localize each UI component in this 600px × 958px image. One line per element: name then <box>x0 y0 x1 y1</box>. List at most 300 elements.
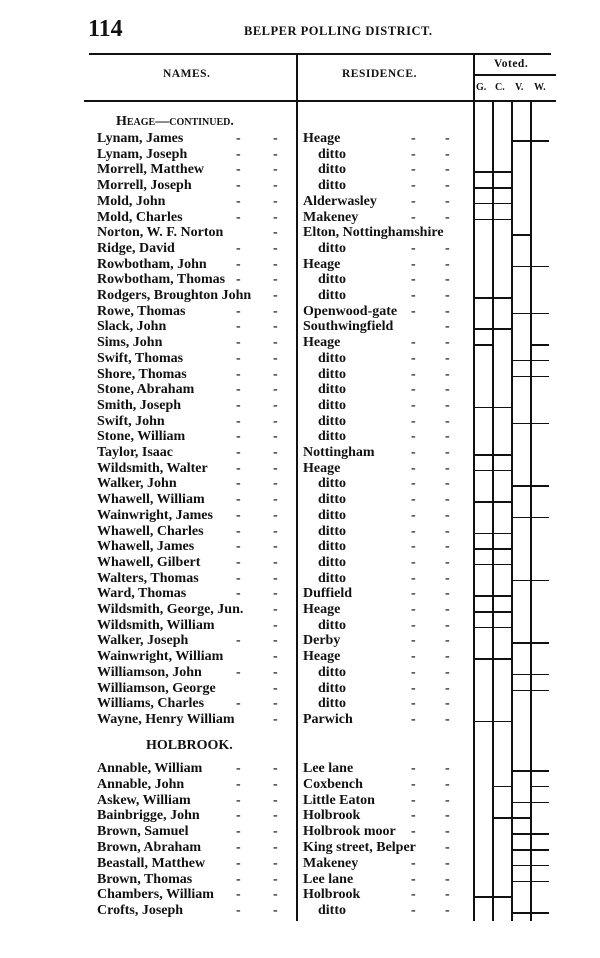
leader-dash: - <box>273 808 278 824</box>
voter-name: Williams, Charles <box>97 696 205 712</box>
vote-mark-w <box>532 642 549 644</box>
leader-dash: - <box>273 570 278 586</box>
leader-dash: - <box>273 397 278 413</box>
voter-residence: ditto <box>318 492 346 508</box>
voter-name: Wildsmith, George, Jun. <box>97 602 244 617</box>
leader-dash: - <box>445 633 450 649</box>
vote-mark-c <box>494 297 511 299</box>
vote-mark-g <box>475 627 492 629</box>
leader-dash: - <box>411 193 416 209</box>
vote-mark-v <box>513 642 530 644</box>
leader-dash: - <box>411 460 416 476</box>
vote-mark-v <box>513 580 530 582</box>
vote-mark-c <box>494 187 511 189</box>
leader-dash: - <box>445 319 450 335</box>
leader-dash: - <box>236 319 241 335</box>
vote-mark-c <box>494 407 511 409</box>
vote-mark-c <box>494 203 511 205</box>
leader-dash: - <box>236 193 241 209</box>
table-row <box>0 602 600 618</box>
table-row <box>0 492 600 508</box>
vote-mark-w <box>532 485 549 487</box>
leader-dash: - <box>273 256 278 272</box>
leader-dash: - <box>445 680 450 696</box>
vote-mark-c <box>494 470 511 472</box>
leader-dash: - <box>445 507 450 523</box>
voter-residence: ditto <box>318 539 346 555</box>
leader-dash: - <box>273 429 278 445</box>
voter-name: Stone, Abraham <box>97 382 195 398</box>
leader-dash: - <box>236 887 241 903</box>
leader-dash: - <box>236 523 241 539</box>
voter-name: Rowbotham, John <box>97 256 207 272</box>
table-row <box>0 824 600 840</box>
leader-dash: - <box>411 539 416 555</box>
vote-mark-c <box>494 896 511 898</box>
vote-mark-v <box>513 865 530 867</box>
leader-dash: - <box>236 397 241 413</box>
vote-mark-g <box>475 470 492 472</box>
table-row <box>0 131 600 147</box>
voter-residence: ditto <box>318 696 346 712</box>
leader-dash: - <box>411 209 416 225</box>
leader-dash: - <box>411 303 416 319</box>
table-row <box>0 288 600 304</box>
leader-dash: - <box>445 131 450 146</box>
table-row <box>0 147 600 163</box>
voter-name: Wainwright, William <box>97 649 224 665</box>
voter-name: Ward, Thomas <box>97 586 187 602</box>
leader-dash: - <box>273 871 278 887</box>
voter-residence: Holbrook <box>303 808 361 824</box>
leader-dash: - <box>411 492 416 508</box>
voter-residence: Heage <box>303 131 341 146</box>
leader-dash: - <box>411 178 416 194</box>
vote-mark-g <box>475 533 492 535</box>
leader-dash: - <box>411 397 416 413</box>
leader-dash: - <box>273 335 278 351</box>
vote-mark-g <box>475 454 492 456</box>
leader-dash: - <box>445 209 450 225</box>
leader-dash: - <box>273 240 278 256</box>
table-row <box>0 856 600 872</box>
leader-dash: - <box>236 445 241 460</box>
table-row <box>0 808 600 824</box>
leader-dash: - <box>273 711 278 727</box>
vote-mark-c <box>494 454 511 456</box>
leader-dash: - <box>236 664 241 680</box>
leader-dash: - <box>445 445 450 460</box>
vote-mark-c <box>494 564 511 566</box>
leader-dash: - <box>411 382 416 398</box>
voter-name: Bainbrigge, John <box>97 808 200 824</box>
voter-name: Annable, John <box>97 776 185 792</box>
vote-mark-v <box>513 376 530 378</box>
leader-dash: - <box>445 178 450 194</box>
leader-dash: - <box>236 696 241 712</box>
leader-dash: - <box>273 492 278 508</box>
table-row <box>0 461 600 477</box>
names-column-header: NAMES. <box>163 68 211 80</box>
vote-mark-v <box>513 833 530 835</box>
leader-dash: - <box>445 903 450 919</box>
table-row <box>0 445 600 461</box>
leader-dash: - <box>411 523 416 539</box>
leader-dash: - <box>411 507 416 523</box>
voter-residence: Derby <box>303 633 341 649</box>
vote-mark-w <box>532 833 549 835</box>
voter-name: Rowbotham, Thomas <box>97 272 226 288</box>
vote-mark-v <box>513 313 530 315</box>
leader-dash: - <box>445 649 450 665</box>
table-row <box>0 241 600 257</box>
voter-name: Mold, Charles <box>97 209 183 225</box>
leader-dash: - <box>445 288 450 303</box>
leader-dash: - <box>273 476 278 492</box>
vote-mark-v <box>513 849 530 851</box>
vote-mark-c <box>494 533 511 535</box>
voter-residence: ditto <box>318 382 346 398</box>
leader-dash: - <box>273 539 278 555</box>
voter-residence: ditto <box>318 507 346 523</box>
table-row <box>0 414 600 430</box>
leader-dash: - <box>445 617 450 633</box>
leader-dash: - <box>236 586 241 602</box>
vote-mark-w <box>532 517 549 519</box>
table-row <box>0 194 600 210</box>
vote-mark-w <box>532 690 549 692</box>
leader-dash: - <box>236 761 241 776</box>
top-rule <box>89 53 551 55</box>
voter-residence: Holbrook moor <box>303 824 396 840</box>
voter-residence: Heage <box>303 256 341 272</box>
voter-residence: Coxbench <box>303 776 363 792</box>
leader-dash: - <box>445 887 450 903</box>
vote-mark-w <box>532 881 549 883</box>
vote-mark-w <box>532 786 549 788</box>
vote-mark-g <box>475 721 492 723</box>
vote-mark-g <box>475 171 492 173</box>
leader-dash: - <box>411 792 416 808</box>
leader-dash: - <box>273 319 278 335</box>
residence-column-header: RESIDENCE. <box>342 68 417 80</box>
voter-name: Whawell, Gilbert <box>97 554 201 570</box>
leader-dash: - <box>445 664 450 680</box>
vote-mark-v <box>513 517 530 519</box>
voter-name: Wayne, Henry William <box>97 711 235 727</box>
leader-dash: - <box>445 162 450 178</box>
table-row <box>0 793 600 809</box>
leader-dash: - <box>411 256 416 272</box>
leader-dash: - <box>273 288 278 303</box>
vote-mark-w <box>532 912 549 914</box>
leader-dash: - <box>273 162 278 178</box>
voter-name: Beastall, Matthew <box>97 855 206 871</box>
leader-dash: - <box>411 413 416 429</box>
leader-dash: - <box>411 887 416 903</box>
vote-mark-g <box>475 595 492 597</box>
leader-dash: - <box>236 366 241 382</box>
vote-mark-w <box>532 140 549 142</box>
leader-dash: - <box>236 178 241 194</box>
table-row <box>0 633 600 649</box>
leader-dash: - <box>445 413 450 429</box>
leader-dash: - <box>445 539 450 555</box>
table-row <box>0 257 600 273</box>
vote-mark-g <box>475 407 492 409</box>
vote-mark-c <box>494 548 511 550</box>
voter-name: Whawell, Charles <box>97 523 204 539</box>
voter-name: Swift, John <box>97 413 165 429</box>
leader-dash: - <box>273 840 278 855</box>
table-row <box>0 618 600 634</box>
voter-residence: Parwich <box>303 711 353 727</box>
vote-mark-v <box>513 912 530 914</box>
voter-name: Walker, Joseph <box>97 633 189 649</box>
vote-mark-g <box>475 896 492 898</box>
leader-dash: - <box>411 131 416 146</box>
voter-name: Williamson, George <box>97 680 216 696</box>
voter-residence: Heage <box>303 335 341 351</box>
voter-residence: Heage <box>303 460 341 476</box>
vote-col-w: W. <box>534 82 546 93</box>
voter-residence: Openwood-gate <box>303 303 398 319</box>
leader-dash: - <box>445 761 450 776</box>
leader-dash: - <box>445 855 450 871</box>
leader-dash: - <box>411 903 416 919</box>
vote-mark-c <box>494 595 511 597</box>
leader-dash: - <box>236 539 241 555</box>
vote-mark-c <box>494 219 511 221</box>
table-row <box>0 367 600 383</box>
leader-dash: - <box>445 808 450 824</box>
voter-name: Chambers, William <box>97 887 214 903</box>
voter-name: Swift, Thomas <box>97 350 184 366</box>
leader-dash: - <box>411 288 416 303</box>
voter-name: Shore, Thomas <box>97 366 187 382</box>
leader-dash: - <box>411 711 416 727</box>
leader-dash: - <box>236 903 241 919</box>
table-row <box>0 382 600 398</box>
voter-residence: ditto <box>318 350 346 366</box>
leader-dash: - <box>273 303 278 319</box>
vote-mark-v <box>513 140 530 142</box>
voter-name: Taylor, Isaac <box>97 445 173 460</box>
leader-dash: - <box>411 680 416 696</box>
leader-dash: - <box>273 633 278 649</box>
leader-dash: - <box>236 476 241 492</box>
leader-dash: - <box>273 272 278 288</box>
voter-name: Sims, John <box>97 335 163 351</box>
header-bottom-rule <box>84 100 556 102</box>
section-heading: HOLBROOK. <box>146 738 233 753</box>
leader-dash: - <box>411 649 416 665</box>
table-row <box>0 696 600 712</box>
leader-dash: - <box>445 429 450 445</box>
leader-dash: - <box>273 617 278 633</box>
voter-name: Slack, John <box>97 319 167 335</box>
leader-dash: - <box>236 855 241 871</box>
vote-mark-v <box>513 802 530 804</box>
voter-residence: Alderwasley <box>303 193 377 209</box>
voter-residence: Lee lane <box>303 871 354 887</box>
leader-dash: - <box>236 350 241 366</box>
leader-dash: - <box>445 303 450 319</box>
voter-residence: ditto <box>318 523 346 539</box>
leader-dash: - <box>411 272 416 288</box>
vote-col-g: G. <box>476 82 487 93</box>
leader-dash: - <box>411 429 416 445</box>
table-row <box>0 571 600 587</box>
voter-residence: Elton, Nottinghamshire <box>303 225 444 241</box>
voter-name: Lynam, James <box>97 131 184 146</box>
leader-dash: - <box>273 445 278 460</box>
voter-name: Annable, William <box>97 761 203 776</box>
leader-dash: - <box>445 711 450 727</box>
voter-name: Mold, John <box>97 193 166 209</box>
table-row <box>0 887 600 903</box>
vote-mark-w <box>532 849 549 851</box>
leader-dash: - <box>273 649 278 665</box>
leader-dash: - <box>236 382 241 398</box>
leader-dash: - <box>236 162 241 178</box>
vote-mark-c <box>494 786 511 788</box>
table-row <box>0 178 600 194</box>
leader-dash: - <box>445 382 450 398</box>
vote-mark-w <box>532 674 549 676</box>
leader-dash: - <box>273 131 278 146</box>
voter-residence: Duffield <box>303 586 352 602</box>
voter-residence: ditto <box>318 272 346 288</box>
leader-dash: - <box>445 792 450 808</box>
leader-dash: - <box>236 570 241 586</box>
vote-mark-v <box>513 485 530 487</box>
leader-dash: - <box>411 554 416 570</box>
voter-residence: Makeney <box>303 209 359 225</box>
vote-mark-v <box>513 674 530 676</box>
voter-residence: ditto <box>318 146 346 162</box>
leader-dash: - <box>273 413 278 429</box>
leader-dash: - <box>445 871 450 887</box>
leader-dash: - <box>411 855 416 871</box>
leader-dash: - <box>411 617 416 633</box>
table-row <box>0 555 600 571</box>
vote-mark-w <box>532 423 549 425</box>
vote-mark-w <box>532 313 549 315</box>
leader-dash: - <box>273 146 278 162</box>
voter-residence: ditto <box>318 397 346 413</box>
voter-name: Walters, Thomas <box>97 570 199 586</box>
voter-name: Brown, Samuel <box>97 824 189 840</box>
leader-dash: - <box>411 776 416 792</box>
vote-mark-g <box>475 203 492 205</box>
leader-dash: - <box>445 335 450 351</box>
leader-dash: - <box>236 871 241 887</box>
leader-dash: - <box>445 776 450 792</box>
leader-dash: - <box>273 602 278 617</box>
vote-mark-g <box>475 219 492 221</box>
table-row <box>0 210 600 226</box>
leader-dash: - <box>445 460 450 476</box>
table-row <box>0 508 600 524</box>
leader-dash: - <box>445 840 450 855</box>
voter-residence: ditto <box>318 240 346 256</box>
leader-dash: - <box>411 445 416 460</box>
voter-name: Morrell, Matthew <box>97 162 205 178</box>
vote-mark-g <box>475 297 492 299</box>
leader-dash: - <box>411 871 416 887</box>
vote-mark-g <box>475 344 492 346</box>
leader-dash: - <box>236 209 241 225</box>
leader-dash: - <box>236 240 241 256</box>
leader-dash: - <box>445 272 450 288</box>
vote-mark-g <box>475 548 492 550</box>
leader-dash: - <box>236 776 241 792</box>
leader-dash: - <box>411 335 416 351</box>
vote-mark-c <box>494 328 511 330</box>
vote-mark-v <box>513 266 530 268</box>
vote-mark-v <box>513 770 530 772</box>
voter-name: Wainwright, James <box>97 507 213 523</box>
vote-col-c: C. <box>495 82 505 93</box>
vote-mark-g <box>475 328 492 330</box>
table-row <box>0 524 600 540</box>
leader-dash: - <box>411 664 416 680</box>
voter-name: Wildsmith, William <box>97 617 215 633</box>
page-title: BELPER POLLING DISTRICT. <box>244 24 433 38</box>
leader-dash: - <box>445 570 450 586</box>
leader-dash: - <box>273 696 278 712</box>
voter-name: Wildsmith, Walter <box>97 460 208 476</box>
leader-dash: - <box>236 792 241 808</box>
voter-residence: ditto <box>318 680 346 696</box>
voter-residence: ditto <box>318 617 346 633</box>
table-row <box>0 681 600 697</box>
voter-name: Rowe, Thomas <box>97 303 186 319</box>
vote-mark-w <box>532 344 549 346</box>
leader-dash: - <box>273 460 278 476</box>
leader-dash: - <box>445 824 450 840</box>
leader-dash: - <box>273 350 278 366</box>
leader-dash: - <box>236 256 241 272</box>
voter-residence: ditto <box>318 664 346 680</box>
table-row <box>0 903 600 919</box>
leader-dash: - <box>273 507 278 523</box>
vote-mark-w <box>532 770 549 772</box>
leader-dash: - <box>411 162 416 178</box>
leader-dash: - <box>273 664 278 680</box>
voter-name: Ridge, David <box>97 240 175 256</box>
table-row <box>0 335 600 351</box>
vote-mark-w <box>532 376 549 378</box>
section-heading: Heage—continued. <box>116 114 234 129</box>
leader-dash: - <box>236 507 241 523</box>
table-row <box>0 476 600 492</box>
leader-dash: - <box>445 146 450 162</box>
vote-mark-c <box>494 658 511 660</box>
voter-name: Brown, Thomas <box>97 871 193 887</box>
leader-dash: - <box>445 696 450 712</box>
voter-name: Rodgers, Broughton John <box>97 288 252 303</box>
vote-mark-g <box>475 501 492 503</box>
leader-dash: - <box>445 366 450 382</box>
leader-dash: - <box>273 193 278 209</box>
voter-name: Williamson, John <box>97 664 202 680</box>
leader-dash: - <box>236 303 241 319</box>
voter-name: Morrell, Joseph <box>97 178 192 194</box>
voter-name: Brown, Abraham <box>97 840 201 855</box>
voter-name: Stone, William <box>97 429 186 445</box>
